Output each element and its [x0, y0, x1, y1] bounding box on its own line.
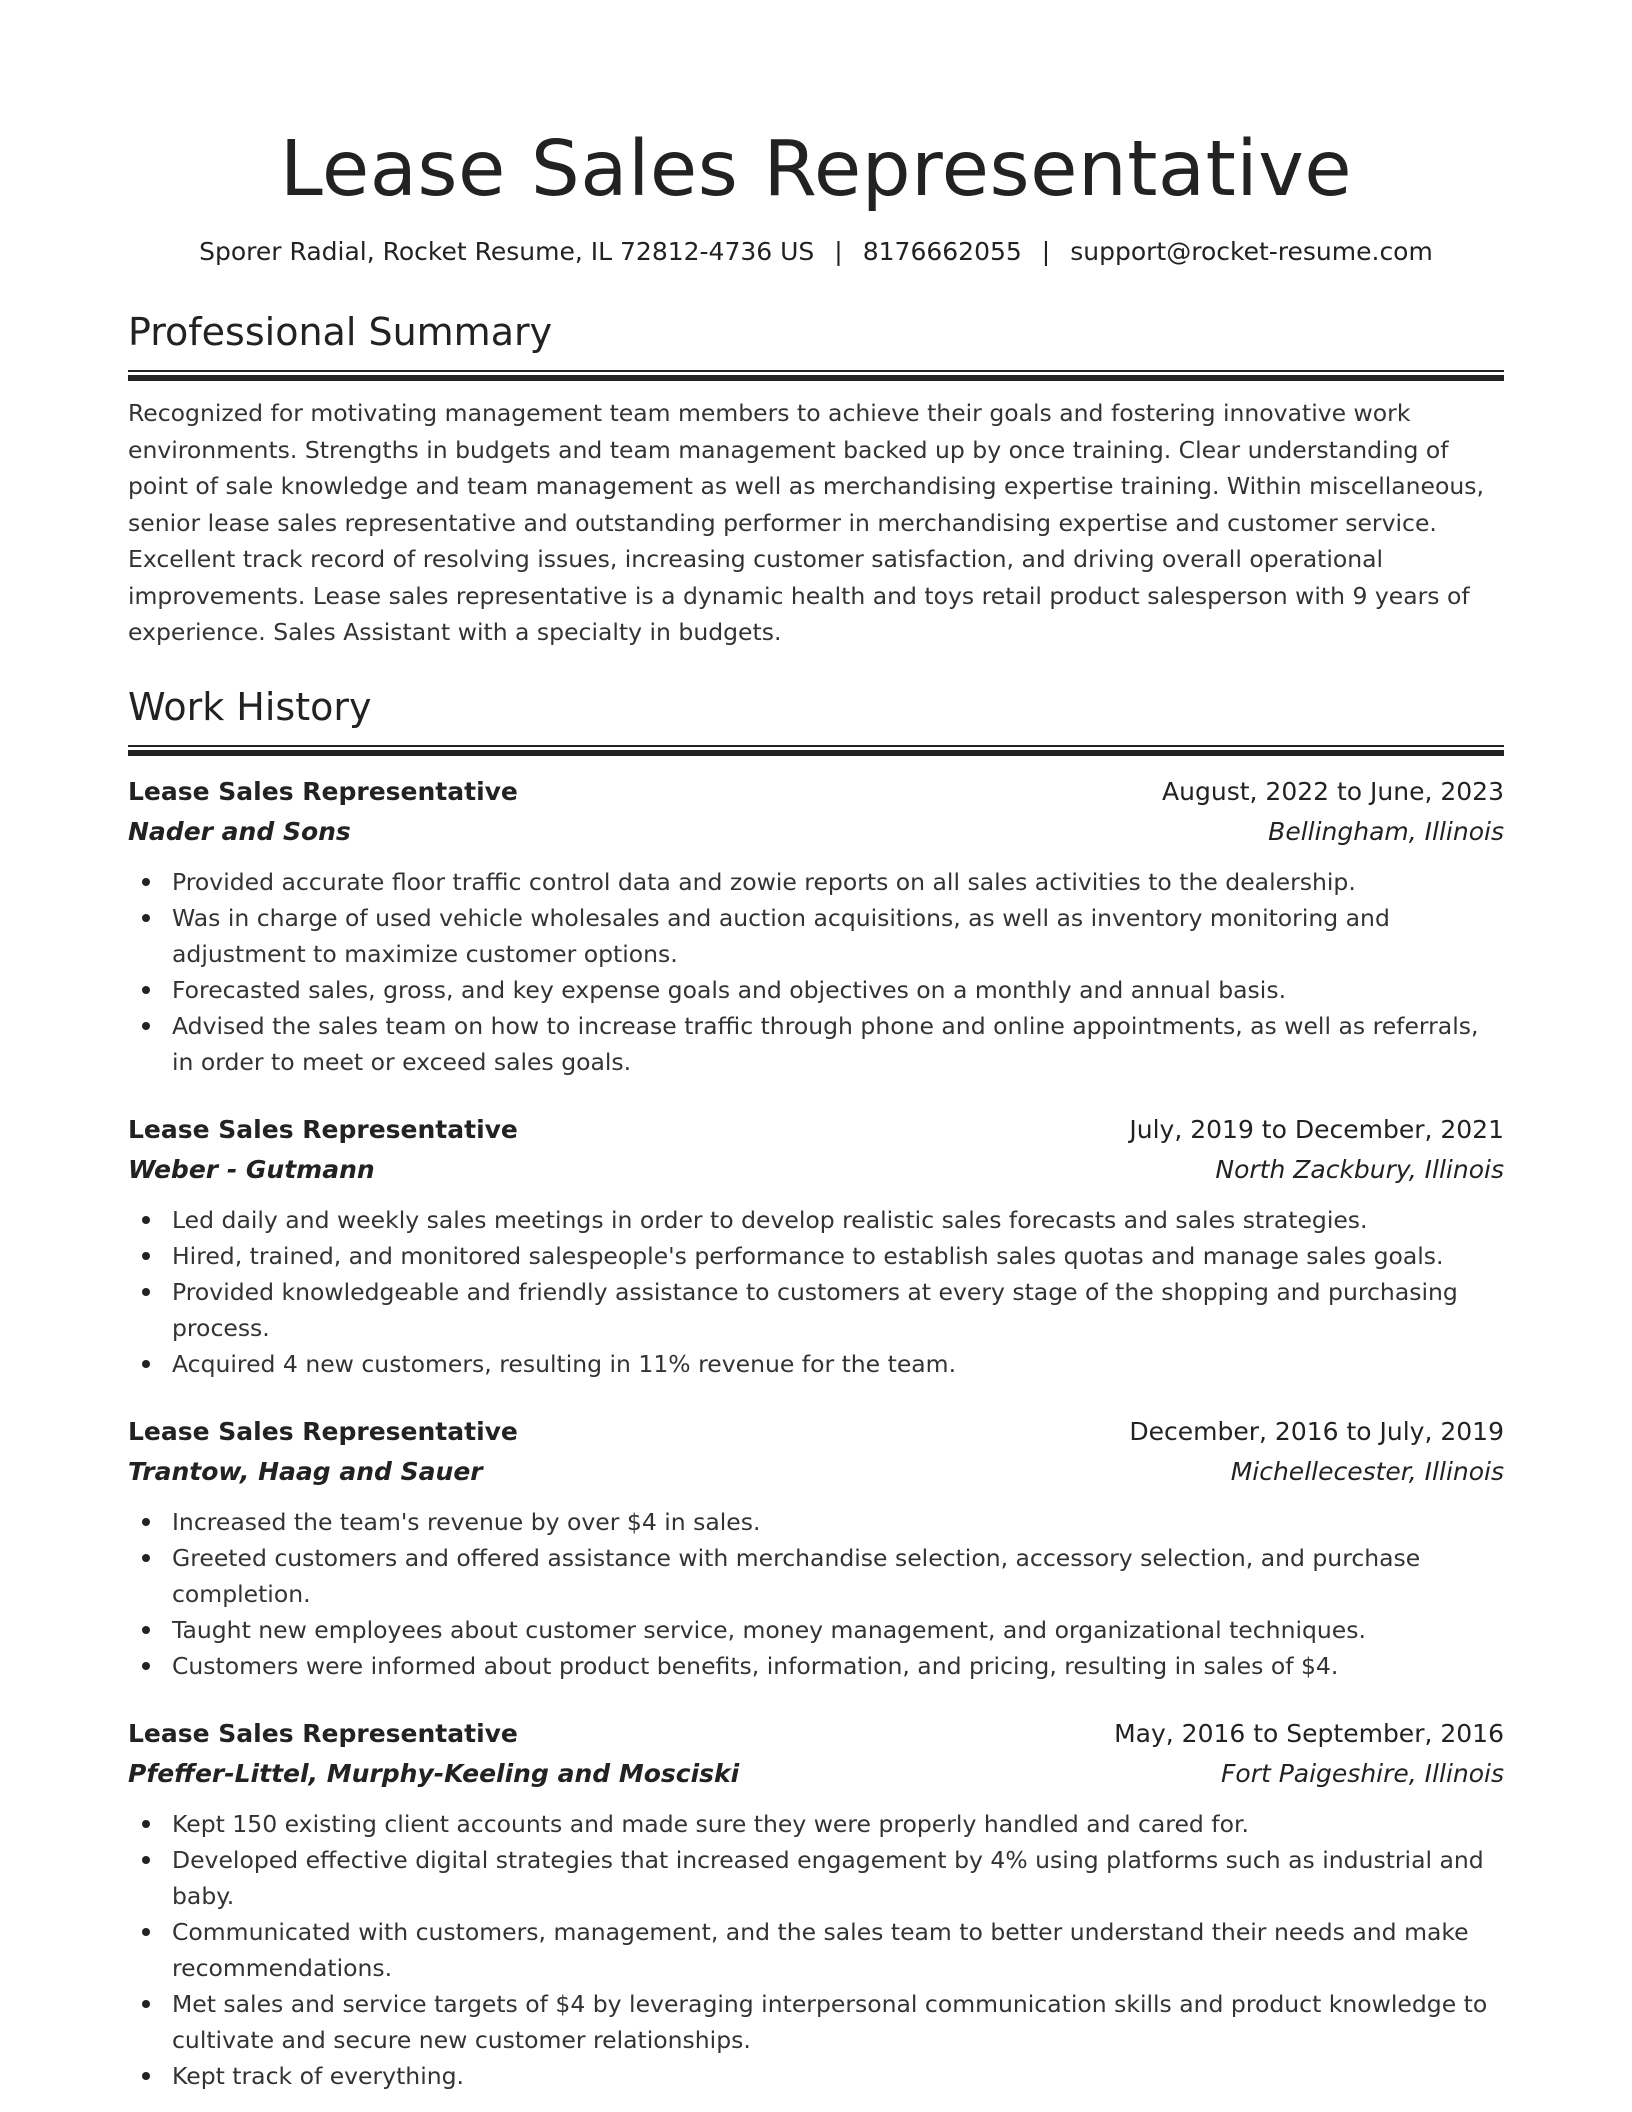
job-header-row: [128, 1412, 1504, 1452]
job-entry: [128, 1412, 1504, 1684]
job-company: Weber - Gutmann: [128, 1154, 375, 1184]
job-dates: December, 2016 to July, 2019: [1129, 1416, 1504, 1446]
job-entry: [128, 772, 1504, 1080]
job-entry: [128, 1714, 1504, 2094]
job-company: Nader and Sons: [128, 816, 351, 846]
job-header-row: [128, 1714, 1504, 1754]
job-company-row: [128, 1150, 1504, 1190]
section-divider: [128, 370, 1504, 381]
job-dates: July, 2019 to December, 2021: [1129, 1114, 1504, 1144]
job-header-row: [128, 772, 1504, 812]
contact-line: [128, 236, 1504, 268]
section-heading-work-history: Work History: [128, 684, 372, 729]
job-bullet: Provided accurate floor traffic control data and zowie reports on all sales activities to the dealership.: [172, 864, 1504, 900]
contact-email: support@rocket-resume.com: [1070, 237, 1433, 266]
job-bullet: Kept 150 existing client accounts and made sure they were properly handled and cared for.: [172, 1806, 1504, 1842]
section-heading-summary: Professional Summary: [128, 310, 553, 354]
job-bullet: Taught new employees about customer service, money management, and organizational techniques.: [172, 1612, 1504, 1648]
job-bullet: Was in charge of used vehicle wholesales and auction acquisitions, as well as inventory monitoring and adjustment to maximize customer options.: [172, 900, 1504, 972]
job-bullet: Hired, trained, and monitored salespeople's performance to establish sales quotas and manage sales goals.: [172, 1238, 1504, 1274]
job-bullets: [128, 1504, 1504, 1684]
job-bullet: Advised the sales team on how to increase traffic through phone and online appointments, as well as referrals, in order to meet or exceed sales goals.: [172, 1008, 1504, 1080]
job-bullet: Met sales and service targets of $4 by leveraging interpersonal communication skills and product knowledge to cultivate and secure new customer relationships.: [172, 1986, 1504, 2058]
job-dates: August, 2022 to June, 2023: [1162, 776, 1504, 806]
contact-address: Sporer Radial, Rocket Resume, IL 72812-4736 US: [199, 237, 815, 266]
job-bullet: Communicated with customers, management, and the sales team to better understand their needs and make recommendations.: [172, 1914, 1504, 1986]
job-bullet: Greeted customers and offered assistance with merchandise selection, accessory selection, and purchase completion.: [172, 1540, 1504, 1612]
section-divider: [128, 745, 1504, 756]
job-bullet: Forecasted sales, gross, and key expense goals and objectives on a monthly and annual basis.: [172, 972, 1504, 1008]
job-bullet: Increased the team's revenue by over $4 in sales.: [172, 1504, 1504, 1540]
contact-phone: 8176662055: [862, 237, 1022, 266]
job-dates: May, 2016 to September, 2016: [1114, 1718, 1504, 1748]
job-bullets: [128, 864, 1504, 1080]
job-bullet: Developed effective digital strategies that increased engagement by 4% using platforms such as industrial and baby.: [172, 1842, 1504, 1914]
job-bullet: Kept track of everything.: [172, 2058, 1504, 2094]
job-company: Pfeffer-Littel, Murphy-Keeling and Mosciski: [128, 1758, 740, 1788]
job-location: Fort Paigeshire, Illinois: [1221, 1758, 1504, 1788]
contact-separator: |: [834, 237, 843, 266]
job-location: Michellecester, Illinois: [1230, 1456, 1504, 1486]
job-bullet: Led daily and weekly sales meetings in order to develop realistic sales forecasts and sales strategies.: [172, 1202, 1504, 1238]
job-bullets: [128, 1806, 1504, 2094]
job-bullets: [128, 1202, 1504, 1382]
job-bullet: Provided knowledgeable and friendly assistance to customers at every stage of the shopping and purchasing process.: [172, 1274, 1504, 1346]
job-entry: [128, 1110, 1504, 1382]
job-company: Trantow, Haag and Sauer: [128, 1456, 483, 1486]
resume-title: Lease Sales Representative: [279, 125, 1353, 214]
contact-separator: |: [1041, 237, 1051, 266]
job-location: Bellingham, Illinois: [1268, 816, 1504, 846]
professional-summary-section: [128, 308, 1504, 651]
job-title: Lease Sales Representative: [128, 1416, 518, 1446]
job-title: Lease Sales Representative: [128, 1114, 518, 1144]
job-bullet: Acquired 4 new customers, resulting in 11% revenue for the team.: [172, 1346, 1504, 1382]
job-company-row: [128, 1452, 1504, 1492]
job-title: Lease Sales Representative: [128, 1718, 518, 1748]
job-bullet: Customers were informed about product benefits, information, and pricing, resulting in sales of $4.: [172, 1648, 1504, 1684]
job-header-row: [128, 1110, 1504, 1150]
job-title: Lease Sales Representative: [128, 776, 518, 806]
resume-page: [128, 0, 1504, 2094]
job-location: North Zackbury, Illinois: [1215, 1154, 1504, 1184]
summary-text: Recognized for motivating management team members to achieve their goals and fostering innovative work environments. Strengths in budgets and team management backed up by once training. Clear understanding of point of sale knowledge and team management as well as merchandising expertise training. Within miscellaneous, senior lease sales representative and outstanding performer in merchandising expertise and customer service. Excellent track record of resolving issues, increasing customer satisfaction, and driving overall operational improvements. Lease sales representative is a dynamic health and toys retail product salesperson with 9 years of experience. Sales Assistant with a specialty in budgets.: [128, 399, 1484, 646]
job-company-row: [128, 1754, 1504, 1794]
job-company-row: [128, 812, 1504, 852]
work-history-section: [128, 683, 1504, 2094]
